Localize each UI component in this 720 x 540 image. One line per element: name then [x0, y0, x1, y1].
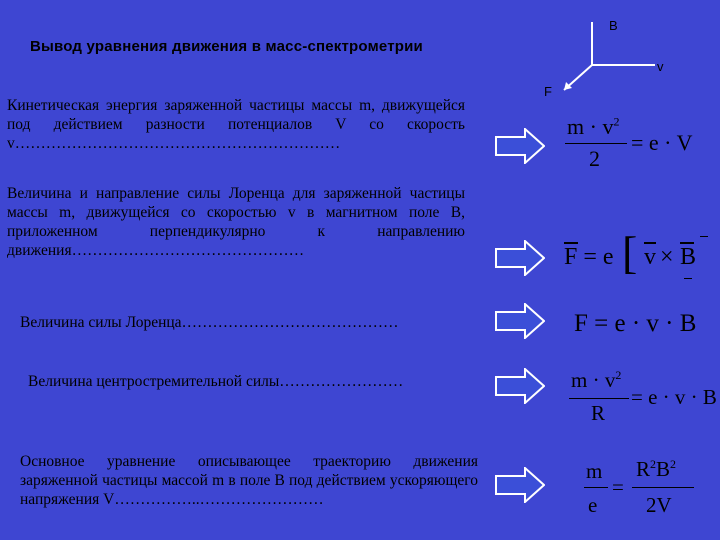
- f4-denominator: R: [591, 401, 606, 425]
- f2-cross: ×: [660, 244, 674, 270]
- lorentz-force-direction-text: Величина и направление силы Лоренца для заряженной частицы массы m, движущейся со скоростью v в магнитном поле B, приложенном перпендикулярно к направлению движения………………………………………: [7, 185, 465, 259]
- centripetal-force-formula: [567, 366, 719, 426]
- f5-right-fraction-bar: [632, 487, 694, 488]
- f2-field: B: [680, 244, 697, 270]
- f4-numerator: m · v: [571, 368, 616, 392]
- f5-left-numerator: m: [586, 459, 603, 483]
- f5-b: B: [656, 457, 671, 481]
- lorentz-vector-formula: [562, 227, 712, 282]
- f5-left-denominator: e: [588, 493, 598, 517]
- f2-bracket-mark-bottom: [684, 278, 692, 279]
- kinetic-energy-formula: [565, 112, 715, 177]
- slide-title: Вывод уравнения движения в масс-спектрометрии: [30, 38, 423, 55]
- right-arrow-icon: [495, 467, 545, 503]
- kinetic-energy-text: Кинетическая энергия заряженной частицы массы m, движущейся под действием разности потенциалов V со скорость v………………………………………………………: [7, 97, 465, 152]
- f2-bracket-mark-top: [700, 236, 708, 237]
- f1-numerator: m · v: [567, 114, 614, 139]
- trajectory-equation-text: Основное уравнение описывающее траекторию движения заряженной частицы массой m в поле B под действием ускоряющего напряжения V……………..……………………: [20, 453, 478, 508]
- b-axis-label: B: [609, 18, 618, 33]
- f1-denominator: 2: [589, 146, 600, 171]
- f1-exponent: 2: [613, 114, 620, 129]
- f2-velocity: v: [644, 244, 656, 270]
- centripetal-force-text: Величина центростремительной силы……………………: [28, 373, 404, 390]
- f2-field-vector-bar: [680, 242, 694, 244]
- f1-fraction-bar: [565, 143, 627, 144]
- f2-bracket: [: [622, 227, 638, 278]
- f5-r: R: [636, 457, 651, 481]
- right-arrow-icon: [495, 303, 545, 339]
- right-arrow-icon: [495, 368, 545, 404]
- f4-fraction-bar: [569, 398, 629, 399]
- lorentz-magnitude-formula: F = e · v · B: [574, 310, 697, 337]
- f5-equals: =: [612, 475, 624, 499]
- f2-velocity-vector-bar: [644, 242, 656, 244]
- f4-exponent: 2: [615, 368, 622, 382]
- f1-rhs: = e · V: [631, 130, 693, 155]
- f4-rhs: = e · v · B: [631, 385, 717, 409]
- f5-left-fraction-bar: [584, 487, 608, 488]
- f5-right-denominator: 2V: [646, 493, 672, 517]
- mass-to-charge-formula: [582, 455, 712, 525]
- axes-diagram: [540, 10, 720, 110]
- v-axis-label: v: [657, 59, 664, 74]
- f5-b-exponent: 2: [670, 457, 677, 471]
- right-arrow-icon: [495, 128, 545, 164]
- f2-lhs: F = e: [564, 244, 614, 270]
- f2-force-vector-bar: [564, 242, 578, 244]
- f-axis-label: F: [544, 84, 552, 99]
- f5-r-exponent: 2: [650, 457, 657, 471]
- right-arrow-icon: [495, 240, 545, 276]
- lorentz-force-magnitude-text: Величина силы Лоренца……………………………………: [20, 314, 399, 331]
